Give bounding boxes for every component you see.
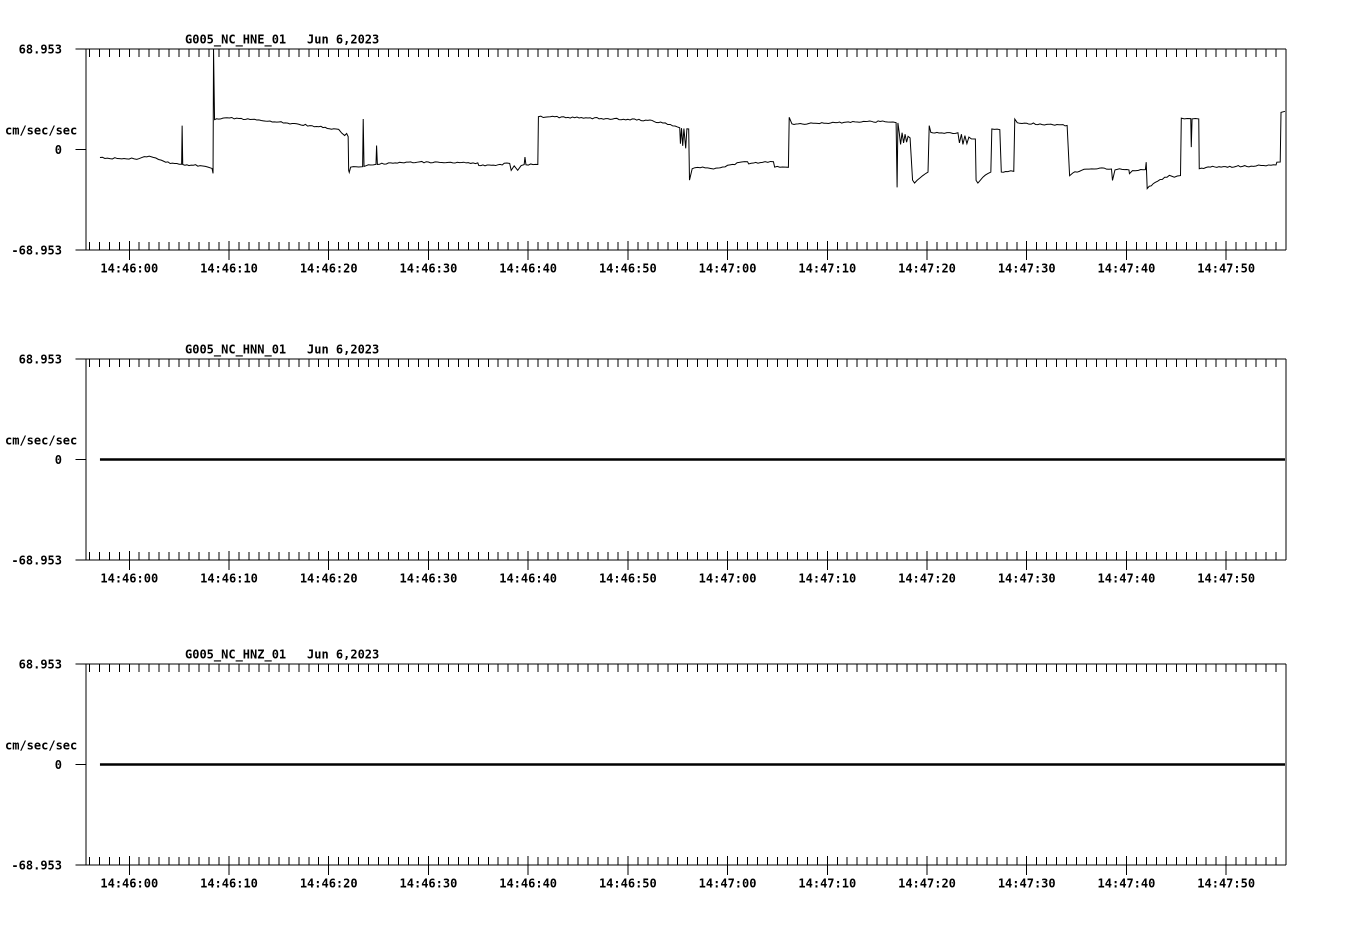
panel-title: G005_NC_HNN_01 [185,342,287,357]
y-tick-label: 68.953 [18,352,62,367]
x-tick-label: 14:47:30 [997,571,1056,586]
y-tick-label: -68.953 [11,858,62,873]
panel-title: G005_NC_HNE_01 [185,32,287,47]
x-tick-label: 14:46:20 [299,876,358,891]
x-tick-label: 14:47:20 [898,261,956,276]
y-tick-label: 0 [54,758,62,772]
x-tick-label: 14:46:50 [598,876,657,891]
x-tick-label: 14:46:20 [299,571,358,586]
x-tick-label: 14:47:40 [1097,261,1156,276]
y-axis-unit-label: cm/sec/sec [5,738,78,753]
panel-title: G005_NC_HNZ_01 [185,647,287,662]
x-tick-label: 14:47:00 [698,876,757,891]
y-axis-unit-label: cm/sec/sec [5,123,78,138]
x-tick-label: 14:46:50 [598,261,657,276]
panel-date: Jun 6,2023 [307,342,380,357]
x-tick-label: 14:46:10 [200,876,258,891]
x-tick-label: 14:47:50 [1197,571,1256,586]
x-tick-label: 14:47:30 [997,261,1056,276]
y-tick-label: 0 [54,143,62,157]
x-tick-label: 14:46:10 [200,261,258,276]
y-axis-unit-label: cm/sec/sec [5,433,78,448]
x-tick-label: 14:47:10 [798,876,857,891]
x-tick-label: 14:47:20 [898,876,956,891]
panel-date: Jun 6,2023 [307,647,380,662]
panel-G005_NC_HNZ_01 [5,648,1286,891]
x-tick-label: 14:46:40 [499,261,558,276]
x-tick-label: 14:46:00 [100,876,159,891]
labels [5,343,1255,586]
waveform-trace [100,49,1285,188]
panel-date: Jun 6,2023 [307,32,380,47]
x-tick-label: 14:47:20 [898,571,956,586]
y-tick-label: 0 [54,453,62,467]
y-tick-label: -68.953 [11,243,62,258]
x-tick-label: 14:47:00 [698,571,757,586]
x-tick-label: 14:46:40 [499,876,558,891]
x-tick-label: 14:47:50 [1197,261,1256,276]
x-tick-label: 14:46:30 [399,571,458,586]
x-tick-label: 14:46:10 [200,571,258,586]
y-tick-label: -68.953 [11,553,62,568]
x-tick-label: 14:47:30 [997,876,1056,891]
axes [76,359,1287,570]
x-tick-label: 14:46:50 [598,571,657,586]
x-tick-label: 14:46:30 [399,261,458,276]
x-tick-label: 14:46:30 [399,876,458,891]
panel-G005_NC_HNE_01 [5,33,1286,276]
x-tick-label: 14:46:40 [499,571,558,586]
y-tick-label: 68.953 [18,657,62,672]
panel-G005_NC_HNN_01 [5,343,1286,586]
x-tick-label: 14:46:00 [100,571,159,586]
axes [76,664,1287,875]
x-tick-label: 14:47:40 [1097,876,1156,891]
x-tick-label: 14:47:10 [798,571,857,586]
x-tick-label: 14:47:40 [1097,571,1156,586]
y-tick-label: 68.953 [18,42,62,57]
x-tick-label: 14:46:00 [100,261,159,276]
x-tick-label: 14:47:50 [1197,876,1256,891]
x-tick-label: 14:47:00 [698,261,757,276]
labels [5,33,1255,276]
labels [5,648,1255,891]
x-tick-label: 14:47:10 [798,261,857,276]
x-tick-label: 14:46:20 [299,261,358,276]
axes [76,49,1287,260]
